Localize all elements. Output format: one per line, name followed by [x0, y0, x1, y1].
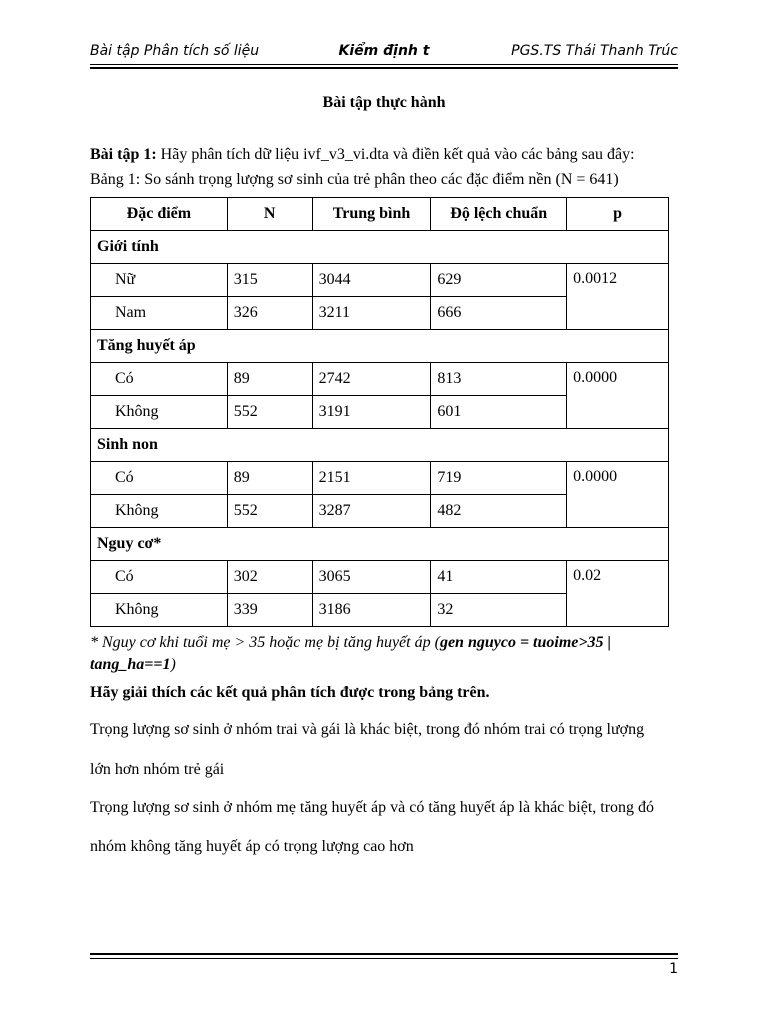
cell-mean: 3287 [312, 495, 431, 528]
cell-n: 339 [227, 594, 312, 627]
cell-n: 552 [227, 396, 312, 429]
cell-mean: 3211 [312, 297, 431, 330]
header-characteristic: Đặc điểm [91, 198, 228, 231]
cell-p: 0.0012 [567, 264, 669, 330]
group-row [91, 231, 669, 264]
cell-mean: 2151 [312, 462, 431, 495]
cell-p: 0.0000 [567, 462, 669, 528]
exercise-label: Bài tập 1: [90, 146, 157, 163]
cell-sd: 719 [431, 462, 567, 495]
cell-mean: 3065 [312, 561, 431, 594]
header-rule-thin [90, 64, 678, 65]
table-row [91, 462, 669, 495]
row-label: Có [91, 561, 228, 594]
footer-rule-thick [90, 953, 678, 955]
exercise-text: Hãy phân tích dữ liệu ivf_v3_vi.dta và điền kết quả vào các bảng sau đây: [156, 146, 635, 163]
table-row [91, 561, 669, 594]
cell-sd: 629 [431, 264, 567, 297]
cell-mean: 2742 [312, 363, 431, 396]
group-row [91, 330, 669, 363]
group-label: Tăng huyết áp [91, 330, 669, 363]
cell-p: 0.02 [567, 561, 669, 627]
cell-n: 89 [227, 363, 312, 396]
row-label: Có [91, 363, 228, 396]
cell-sd: 32 [431, 594, 567, 627]
table-row [91, 264, 669, 297]
group-row [91, 528, 669, 561]
page-number: 1 [669, 961, 678, 977]
table-header-row [91, 198, 669, 231]
header-n: N [227, 198, 312, 231]
row-label: Không [91, 594, 228, 627]
header-right: PGS.TS Thái Thanh Trúc [511, 43, 678, 59]
page-header [90, 43, 678, 63]
row-label: Nam [91, 297, 228, 330]
group-label: Giới tính [91, 231, 669, 264]
group-row [91, 429, 669, 462]
cell-n: 552 [227, 495, 312, 528]
group-label: Sinh non [91, 429, 669, 462]
header-rule-thick [90, 67, 678, 69]
footnote-code: gen nguyco = tuoime>35 | tang_ha==1 [90, 634, 612, 673]
answer-line: nhóm không tăng huyết áp có trọng lượng cao hơn [90, 838, 414, 855]
cell-p: 0.0000 [567, 363, 669, 429]
table-footnote [90, 632, 678, 676]
question-heading: Hãy giải thích các kết quả phân tích được trong bảng trên. [90, 684, 490, 701]
table-caption: Bảng 1: So sánh trọng lượng sơ sinh của trẻ phân theo các đặc điểm nền (N = 641) [90, 171, 619, 188]
cell-n: 302 [227, 561, 312, 594]
cell-mean: 3186 [312, 594, 431, 627]
cell-sd: 666 [431, 297, 567, 330]
header-left: Bài tập Phân tích số liệu [90, 43, 260, 59]
cell-sd: 601 [431, 396, 567, 429]
row-label: Có [91, 462, 228, 495]
cell-mean: 3044 [312, 264, 431, 297]
footnote-text: * Nguy cơ khi tuổi mẹ > 35 hoặc mẹ bị tăng huyết áp ( [90, 634, 440, 651]
cell-mean: 3191 [312, 396, 431, 429]
answer-line: Trọng lượng sơ sinh ở nhóm trai và gái là khác biệt, trong đó nhóm trai có trọng lượng [90, 721, 645, 738]
answer-line: Trọng lượng sơ sinh ở nhóm mẹ tăng huyết áp và có tăng huyết áp là khác biệt, trong đó [90, 799, 655, 816]
cell-sd: 813 [431, 363, 567, 396]
table-row [91, 363, 669, 396]
cell-n: 326 [227, 297, 312, 330]
page-title: Bài tập thực hành [322, 94, 446, 111]
results-table [90, 197, 669, 627]
cell-n: 315 [227, 264, 312, 297]
cell-n: 89 [227, 462, 312, 495]
footnote-close: ) [170, 656, 176, 673]
header-mean: Trung bình [312, 198, 431, 231]
row-label: Không [91, 495, 228, 528]
exercise-intro [90, 146, 678, 164]
header-p: p [567, 198, 669, 231]
group-label: Nguy cơ* [91, 528, 669, 561]
cell-sd: 482 [431, 495, 567, 528]
footer-rule-thin [90, 958, 678, 959]
row-label: Không [91, 396, 228, 429]
cell-sd: 41 [431, 561, 567, 594]
header-center: Kiểm định t [338, 43, 430, 59]
header-sd: Độ lệch chuẩn [431, 198, 567, 231]
answer-line: lớn hơn nhóm trẻ gái [90, 761, 225, 778]
row-label: Nữ [91, 264, 228, 297]
